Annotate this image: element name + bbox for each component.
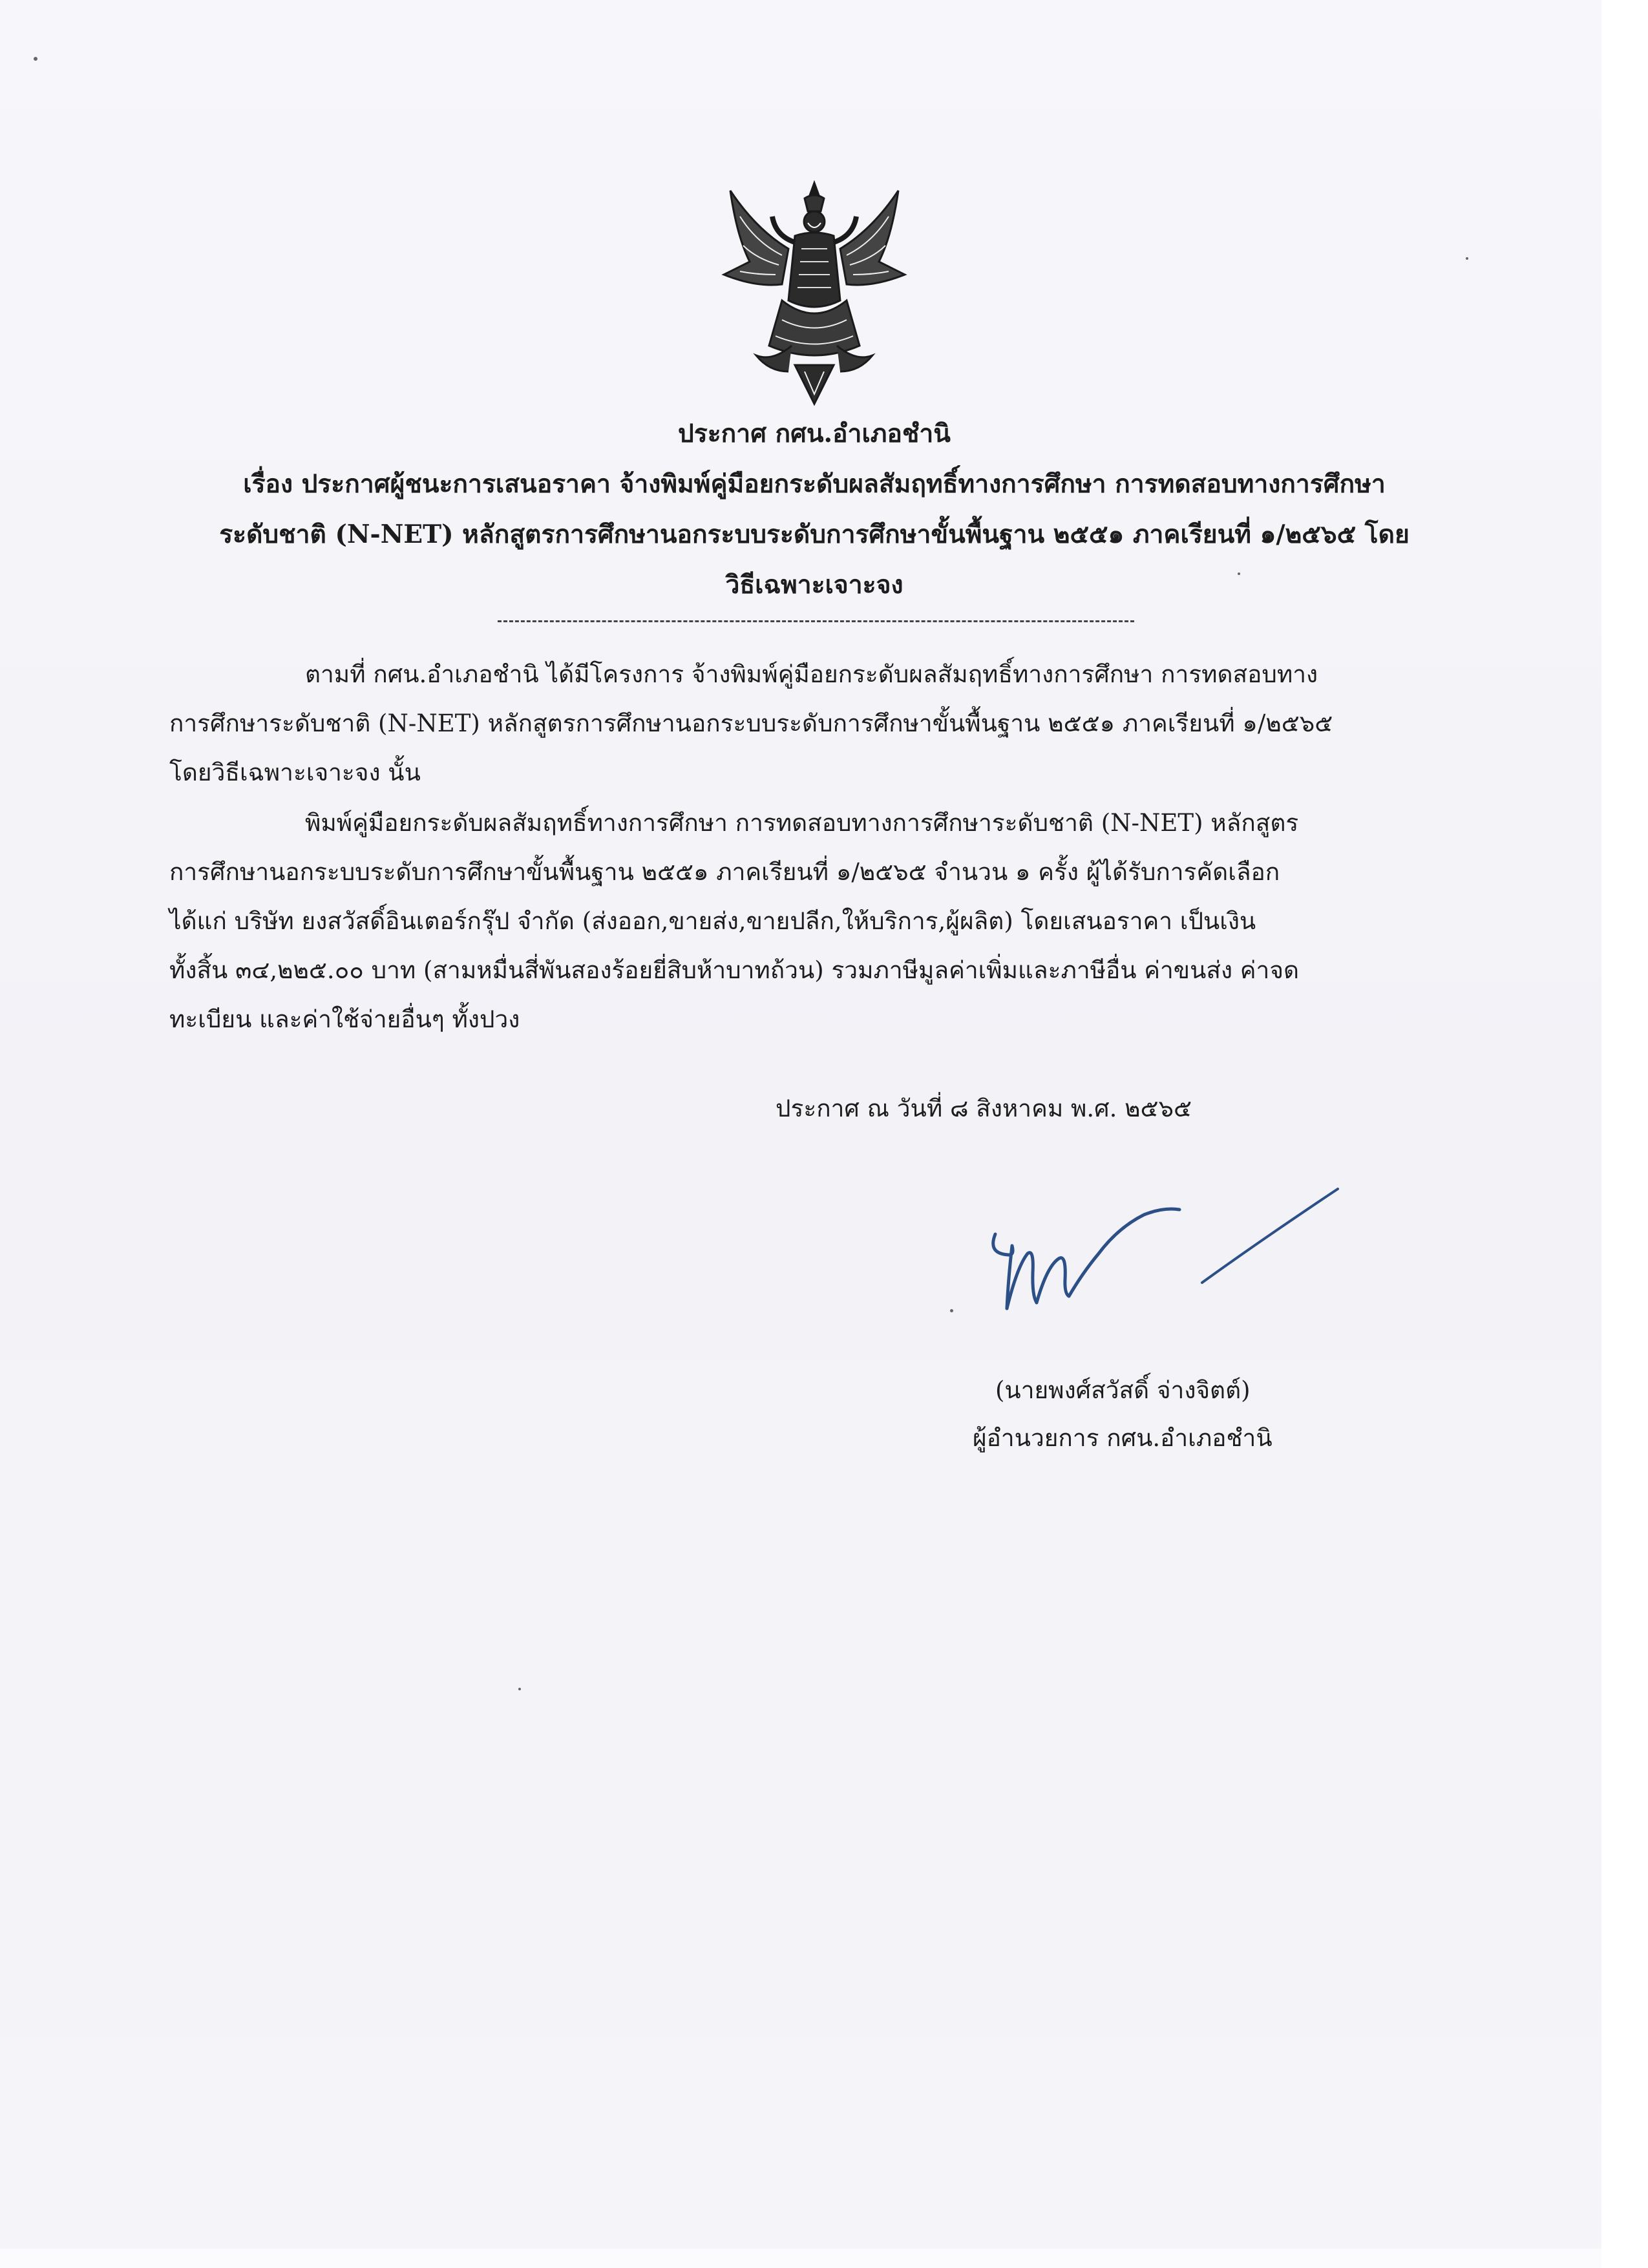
paragraph-2-line-2: การศึกษานอกระบบระดับการศึกษาขั้นพื้นฐาน ๒๕๕๑ ภาคเรียนที่ ๑/๒๕๖๕ จำนวน ๑ ครั้ง ผู้ได้รับการคัดเลือก [169, 858, 1280, 886]
scan-margin-right [1601, 0, 1648, 2268]
body-paragraph-1 [169, 650, 1468, 797]
paragraph-2-line-3: ได้แก่ บริษัท ยงสวัสดิ์อินเตอร์กรุ๊ป จำกัด (ส่งออก,ขายส่ง,ขายปลีก,ให้บริการ,ผู้ผลิต) โดยเสนอราคา เป็นเงิน [169, 907, 1256, 935]
paragraph-2-line-5: ทะเบียน และค่าใช้จ่ายอื่นๆ ทั้งปวง [169, 1005, 520, 1033]
scan-margin-bottom [0, 2249, 1601, 2268]
announcement-title: ประกาศ กศน.อำเภอชำนิ [678, 419, 951, 448]
subject-line-1: เรื่อง ประกาศผู้ชนะการเสนอราคา จ้างพิมพ์คู่มือยกระดับผลสัมฤทธิ์ทางการศึกษา การทดสอบทางการศึกษา [243, 469, 1386, 499]
signer-name: (นายพงศ์สวัสดิ์ จ่างจิตต์) [995, 1376, 1251, 1404]
paragraph-1-line-3: โดยวิธีเฉพาะเจาะจง นั้น [169, 759, 421, 786]
paragraph-2-line-1: พิมพ์คู่มือยกระดับผลสัมฤทธิ์ทางการศึกษา การทดสอบทางการศึกษาระดับชาติ (N-NET) หลักสูตร [305, 809, 1299, 837]
subject-line-3: วิธีเฉพาะเจาะจง [725, 570, 903, 600]
subject-line-2: ระดับชาติ (N-NET) หลักสูตรการศึกษานอกระบบระดับการศึกษาขั้นพื้นฐาน ๒๕๕๑ ภาคเรียนที่ ๑/๒๕๖๕ โดย [219, 520, 1410, 549]
announcement-date: ประกาศ ณ วันที่ ๘ สิงหาคม พ.ศ. ๒๕๖๕ [776, 1095, 1192, 1122]
paragraph-1-line-1: ตามที่ กศน.อำเภอชำนิ ได้มีโครงการ จ้างพิมพ์คู่มือยกระดับผลสัมฤทธิ์ทางการศึกษา การทดสอบทาง [305, 660, 1318, 688]
signer-position: ผู้อำนวยการ กศน.อำเภอชำนิ [973, 1424, 1273, 1452]
scan-speck [518, 1688, 521, 1690]
announcement-header [168, 408, 1461, 610]
paragraph-1-line-2: การศึกษาระดับชาติ (N-NET) หลักสูตรการศึกษานอกระบบระดับการศึกษาขั้นพื้นฐาน ๒๕๕๑ ภาคเรียนที่ ๑/๒๕๖๕ [169, 709, 1333, 737]
scan-speck [34, 57, 37, 61]
scan-speck [1466, 257, 1468, 260]
handwritten-signature-icon [950, 1176, 1364, 1325]
paragraph-2-line-4: ทั้งสิ้น ๓๔,๒๒๕.๐๐ บาท (สามหมื่นสี่พันสองร้อยยี่สิบห้าบาทถ้วน) รวมภาษีมูลค่าเพิ่มและภาษีอื่น ค่าขนส่ง ค่าจด [169, 956, 1300, 984]
body-paragraph-2 [169, 799, 1468, 1044]
garuda-emblem-icon [711, 178, 918, 407]
separator-line [498, 620, 1134, 622]
